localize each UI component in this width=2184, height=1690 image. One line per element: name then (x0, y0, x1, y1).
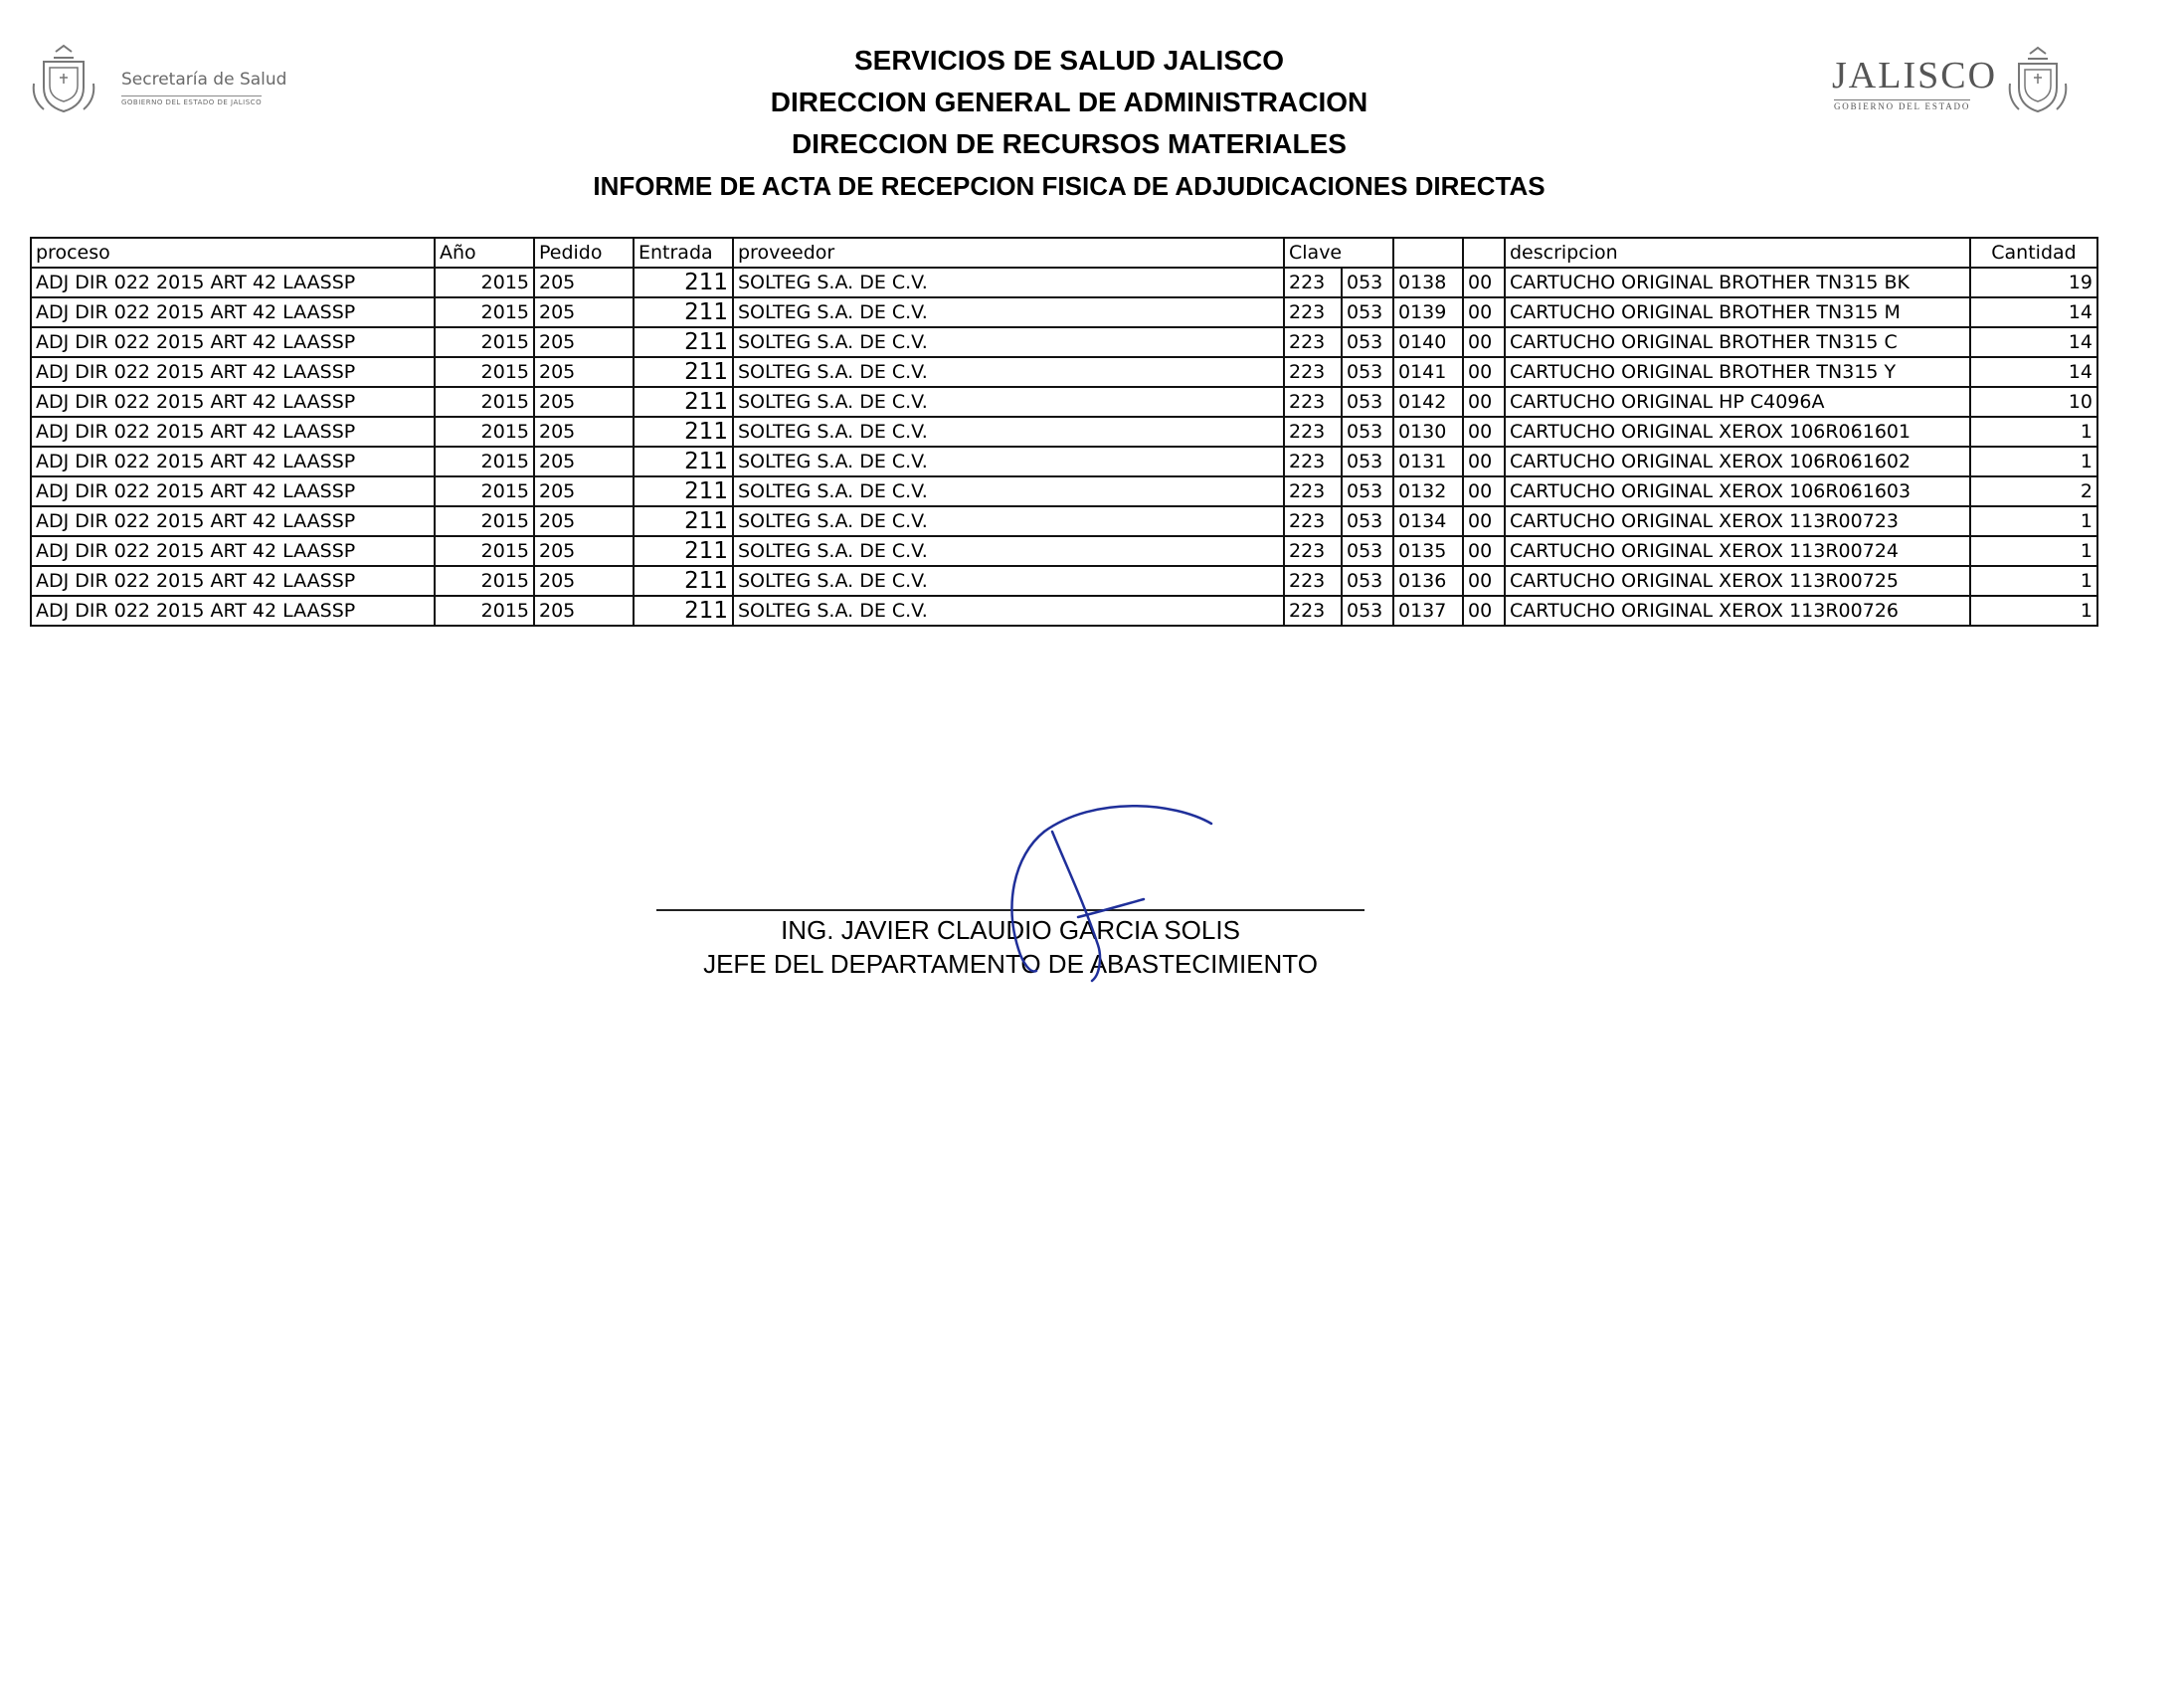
cell-descripcion: CARTUCHO ORIGINAL BROTHER TN315 BK (1505, 268, 1970, 297)
cell-pedido: 205 (534, 506, 634, 536)
cell-clave-1: 223 (1284, 417, 1342, 447)
cell-proceso: ADJ DIR 022 2015 ART 42 LAASSP (31, 476, 435, 506)
cell-descripcion: CARTUCHO ORIGINAL XEROX 113R00726 (1505, 596, 1970, 626)
cell-clave-4: 00 (1463, 476, 1505, 506)
cell-clave-3: 0138 (1393, 268, 1463, 297)
cell-descripcion: CARTUCHO ORIGINAL BROTHER TN315 C (1505, 327, 1970, 357)
cell-entrada: 211 (634, 297, 733, 327)
cell-anio: 2015 (435, 596, 534, 626)
cell-proveedor: SOLTEG S.A. DE C.V. (733, 297, 1284, 327)
cell-clave-4: 00 (1463, 417, 1505, 447)
cell-clave-3: 0140 (1393, 327, 1463, 357)
table-row (31, 327, 2097, 357)
secretaria-salud-logo (30, 44, 288, 123)
cell-proceso: ADJ DIR 022 2015 ART 42 LAASSP (31, 566, 435, 596)
cell-clave-1: 223 (1284, 506, 1342, 536)
cell-descripcion: CARTUCHO ORIGINAL XEROX 106R061602 (1505, 447, 1970, 476)
cell-proceso: ADJ DIR 022 2015 ART 42 LAASSP (31, 297, 435, 327)
cell-entrada: 211 (634, 596, 733, 626)
cell-entrada: 211 (634, 268, 733, 297)
cell-clave-1: 223 (1284, 596, 1342, 626)
cell-proceso: ADJ DIR 022 2015 ART 42 LAASSP (31, 506, 435, 536)
cell-pedido: 205 (534, 268, 634, 297)
cell-proceso: ADJ DIR 022 2015 ART 42 LAASSP (31, 447, 435, 476)
cell-proceso: ADJ DIR 022 2015 ART 42 LAASSP (31, 536, 435, 566)
cell-clave-2: 053 (1342, 536, 1393, 566)
org-subtitle: GOBIERNO DEL ESTADO DE JALISCO (121, 95, 262, 106)
cell-clave-3: 0141 (1393, 357, 1463, 387)
cell-pedido: 205 (534, 417, 634, 447)
cell-proveedor: SOLTEG S.A. DE C.V. (733, 387, 1284, 417)
jalisco-brand-subtitle: GOBIERNO DEL ESTADO (1834, 101, 1971, 111)
cell-entrada: 211 (634, 566, 733, 596)
cell-anio: 2015 (435, 536, 534, 566)
header-pedido: Pedido (534, 238, 634, 268)
cell-clave-1: 223 (1284, 357, 1342, 387)
cell-proveedor: SOLTEG S.A. DE C.V. (733, 357, 1284, 387)
cell-proceso: ADJ DIR 022 2015 ART 42 LAASSP (31, 417, 435, 447)
cell-proceso: ADJ DIR 022 2015 ART 42 LAASSP (31, 357, 435, 387)
cell-anio: 2015 (435, 297, 534, 327)
cell-clave-2: 053 (1342, 268, 1393, 297)
cell-anio: 2015 (435, 447, 534, 476)
cell-anio: 2015 (435, 268, 534, 297)
cell-anio: 2015 (435, 417, 534, 447)
signature-block (656, 796, 1365, 995)
handwritten-signature-icon (975, 796, 1233, 985)
table-row (31, 536, 2097, 566)
cell-descripcion: CARTUCHO ORIGINAL XEROX 113R00724 (1505, 536, 1970, 566)
cell-cantidad: 1 (1970, 506, 2097, 536)
cell-clave-1: 223 (1284, 387, 1342, 417)
table-row (31, 596, 2097, 626)
header-clave: Clave (1284, 238, 1393, 268)
cell-cantidad: 1 (1970, 596, 2097, 626)
cell-descripcion: CARTUCHO ORIGINAL BROTHER TN315 Y (1505, 357, 1970, 387)
cell-proveedor: SOLTEG S.A. DE C.V. (733, 596, 1284, 626)
org-name: Secretaría de Salud (121, 70, 287, 90)
cell-clave-3: 0137 (1393, 596, 1463, 626)
cell-descripcion: CARTUCHO ORIGINAL BROTHER TN315 M (1505, 297, 1970, 327)
cell-pedido: 205 (534, 566, 634, 596)
cell-entrada: 211 (634, 357, 733, 387)
cell-proveedor: SOLTEG S.A. DE C.V. (733, 566, 1284, 596)
state-seal-icon (30, 44, 97, 117)
cell-pedido: 205 (534, 387, 634, 417)
cell-clave-2: 053 (1342, 596, 1393, 626)
cell-pedido: 205 (534, 536, 634, 566)
cell-entrada: 211 (634, 387, 733, 417)
cell-clave-4: 00 (1463, 327, 1505, 357)
signer-name: ING. JAVIER CLAUDIO GARCIA SOLIS (781, 915, 1240, 945)
cell-clave-1: 223 (1284, 566, 1342, 596)
cell-descripcion: CARTUCHO ORIGINAL XEROX 106R061603 (1505, 476, 1970, 506)
state-seal-icon (2007, 46, 2069, 115)
cell-pedido: 205 (534, 297, 634, 327)
cell-cantidad: 1 (1970, 417, 2097, 447)
cell-clave-2: 053 (1342, 327, 1393, 357)
cell-clave-2: 053 (1342, 506, 1393, 536)
cell-anio: 2015 (435, 327, 534, 357)
cell-clave-4: 00 (1463, 566, 1505, 596)
table-row (31, 447, 2097, 476)
header-blank (1463, 238, 1505, 268)
cell-clave-1: 223 (1284, 536, 1342, 566)
cell-clave-3: 0130 (1393, 417, 1463, 447)
header-line-1: SERVICIOS DE SALUD JALISCO (853, 45, 1284, 76)
table-row (31, 476, 2097, 506)
table-row (31, 268, 2097, 297)
cell-pedido: 205 (534, 447, 634, 476)
cell-clave-2: 053 (1342, 297, 1393, 327)
cell-anio: 2015 (435, 387, 534, 417)
cell-clave-4: 00 (1463, 268, 1505, 297)
cell-clave-4: 00 (1463, 297, 1505, 327)
cell-clave-1: 223 (1284, 327, 1342, 357)
cell-clave-3: 0135 (1393, 536, 1463, 566)
cell-cantidad: 1 (1970, 536, 2097, 566)
document-header (497, 40, 1641, 207)
cell-cantidad: 14 (1970, 297, 2097, 327)
cell-cantidad: 19 (1970, 268, 2097, 297)
cell-proveedor: SOLTEG S.A. DE C.V. (733, 536, 1284, 566)
cell-descripcion: CARTUCHO ORIGINAL XEROX 113R00725 (1505, 566, 1970, 596)
header-entrada: Entrada (634, 238, 733, 268)
cell-proceso: ADJ DIR 022 2015 ART 42 LAASSP (31, 387, 435, 417)
jalisco-logo (1820, 44, 2079, 123)
cell-clave-3: 0142 (1393, 387, 1463, 417)
cell-descripcion: CARTUCHO ORIGINAL XEROX 113R00723 (1505, 506, 1970, 536)
signer-title: JEFE DEL DEPARTAMENTO DE ABASTECIMIENTO (703, 949, 1318, 979)
cell-proveedor: SOLTEG S.A. DE C.V. (733, 506, 1284, 536)
cell-clave-4: 00 (1463, 596, 1505, 626)
cell-clave-1: 223 (1284, 297, 1342, 327)
cell-entrada: 211 (634, 506, 733, 536)
cell-entrada: 211 (634, 536, 733, 566)
cell-anio: 2015 (435, 506, 534, 536)
cell-clave-2: 053 (1342, 387, 1393, 417)
cell-descripcion: CARTUCHO ORIGINAL HP C4096A (1505, 387, 1970, 417)
header-proceso: proceso (31, 238, 435, 268)
cell-cantidad: 14 (1970, 357, 2097, 387)
header-line-4: INFORME DE ACTA DE RECEPCION FISICA DE ADJUDICACIONES DIRECTAS (593, 171, 1546, 201)
cell-cantidad: 14 (1970, 327, 2097, 357)
table-header-row (31, 238, 2097, 268)
cell-clave-2: 053 (1342, 417, 1393, 447)
table-row (31, 357, 2097, 387)
cell-cantidad: 2 (1970, 476, 2097, 506)
header-proveedor: proveedor (733, 238, 1284, 268)
cell-clave-1: 223 (1284, 476, 1342, 506)
cell-entrada: 211 (634, 447, 733, 476)
cell-clave-3: 0136 (1393, 566, 1463, 596)
cell-entrada: 211 (634, 417, 733, 447)
cell-clave-1: 223 (1284, 268, 1342, 297)
cell-descripcion: CARTUCHO ORIGINAL XEROX 106R061601 (1505, 417, 1970, 447)
cell-clave-4: 00 (1463, 536, 1505, 566)
table-body (31, 268, 2097, 626)
cell-clave-2: 053 (1342, 357, 1393, 387)
cell-proveedor: SOLTEG S.A. DE C.V. (733, 417, 1284, 447)
cell-proceso: ADJ DIR 022 2015 ART 42 LAASSP (31, 327, 435, 357)
cell-clave-4: 00 (1463, 357, 1505, 387)
cell-proveedor: SOLTEG S.A. DE C.V. (733, 447, 1284, 476)
cell-anio: 2015 (435, 357, 534, 387)
cell-proveedor: SOLTEG S.A. DE C.V. (733, 327, 1284, 357)
cell-clave-4: 00 (1463, 506, 1505, 536)
cell-clave-3: 0132 (1393, 476, 1463, 506)
cell-proceso: ADJ DIR 022 2015 ART 42 LAASSP (31, 268, 435, 297)
cell-cantidad: 10 (1970, 387, 2097, 417)
cell-proveedor: SOLTEG S.A. DE C.V. (733, 268, 1284, 297)
table-row (31, 297, 2097, 327)
cell-clave-2: 053 (1342, 566, 1393, 596)
table-row (31, 566, 2097, 596)
cell-pedido: 205 (534, 327, 634, 357)
cell-cantidad: 1 (1970, 447, 2097, 476)
cell-anio: 2015 (435, 566, 534, 596)
recepcion-table (30, 237, 2098, 627)
jalisco-brand: JALISCO (1832, 55, 1998, 96)
cell-clave-3: 0134 (1393, 506, 1463, 536)
cell-entrada: 211 (634, 327, 733, 357)
cell-clave-2: 053 (1342, 476, 1393, 506)
cell-pedido: 205 (534, 357, 634, 387)
cell-entrada: 211 (634, 476, 733, 506)
cell-anio: 2015 (435, 476, 534, 506)
cell-clave-3: 0131 (1393, 447, 1463, 476)
cell-cantidad: 1 (1970, 566, 2097, 596)
cell-pedido: 205 (534, 596, 634, 626)
header-cantidad: Cantidad (1970, 238, 2097, 268)
cell-proveedor: SOLTEG S.A. DE C.V. (733, 476, 1284, 506)
cell-clave-3: 0139 (1393, 297, 1463, 327)
cell-clave-1: 223 (1284, 447, 1342, 476)
table-row (31, 506, 2097, 536)
header-line-3: DIRECCION DE RECURSOS MATERIALES (792, 128, 1347, 159)
header-anio: Año (435, 238, 534, 268)
cell-clave-2: 053 (1342, 447, 1393, 476)
header-blank (1393, 238, 1463, 268)
table-row (31, 387, 2097, 417)
header-descripcion: descripcion (1505, 238, 1970, 268)
cell-pedido: 205 (534, 476, 634, 506)
header-line-2: DIRECCION GENERAL DE ADMINISTRACION (770, 87, 1368, 117)
cell-clave-4: 00 (1463, 447, 1505, 476)
cell-clave-4: 00 (1463, 387, 1505, 417)
table-row (31, 417, 2097, 447)
cell-proceso: ADJ DIR 022 2015 ART 42 LAASSP (31, 596, 435, 626)
